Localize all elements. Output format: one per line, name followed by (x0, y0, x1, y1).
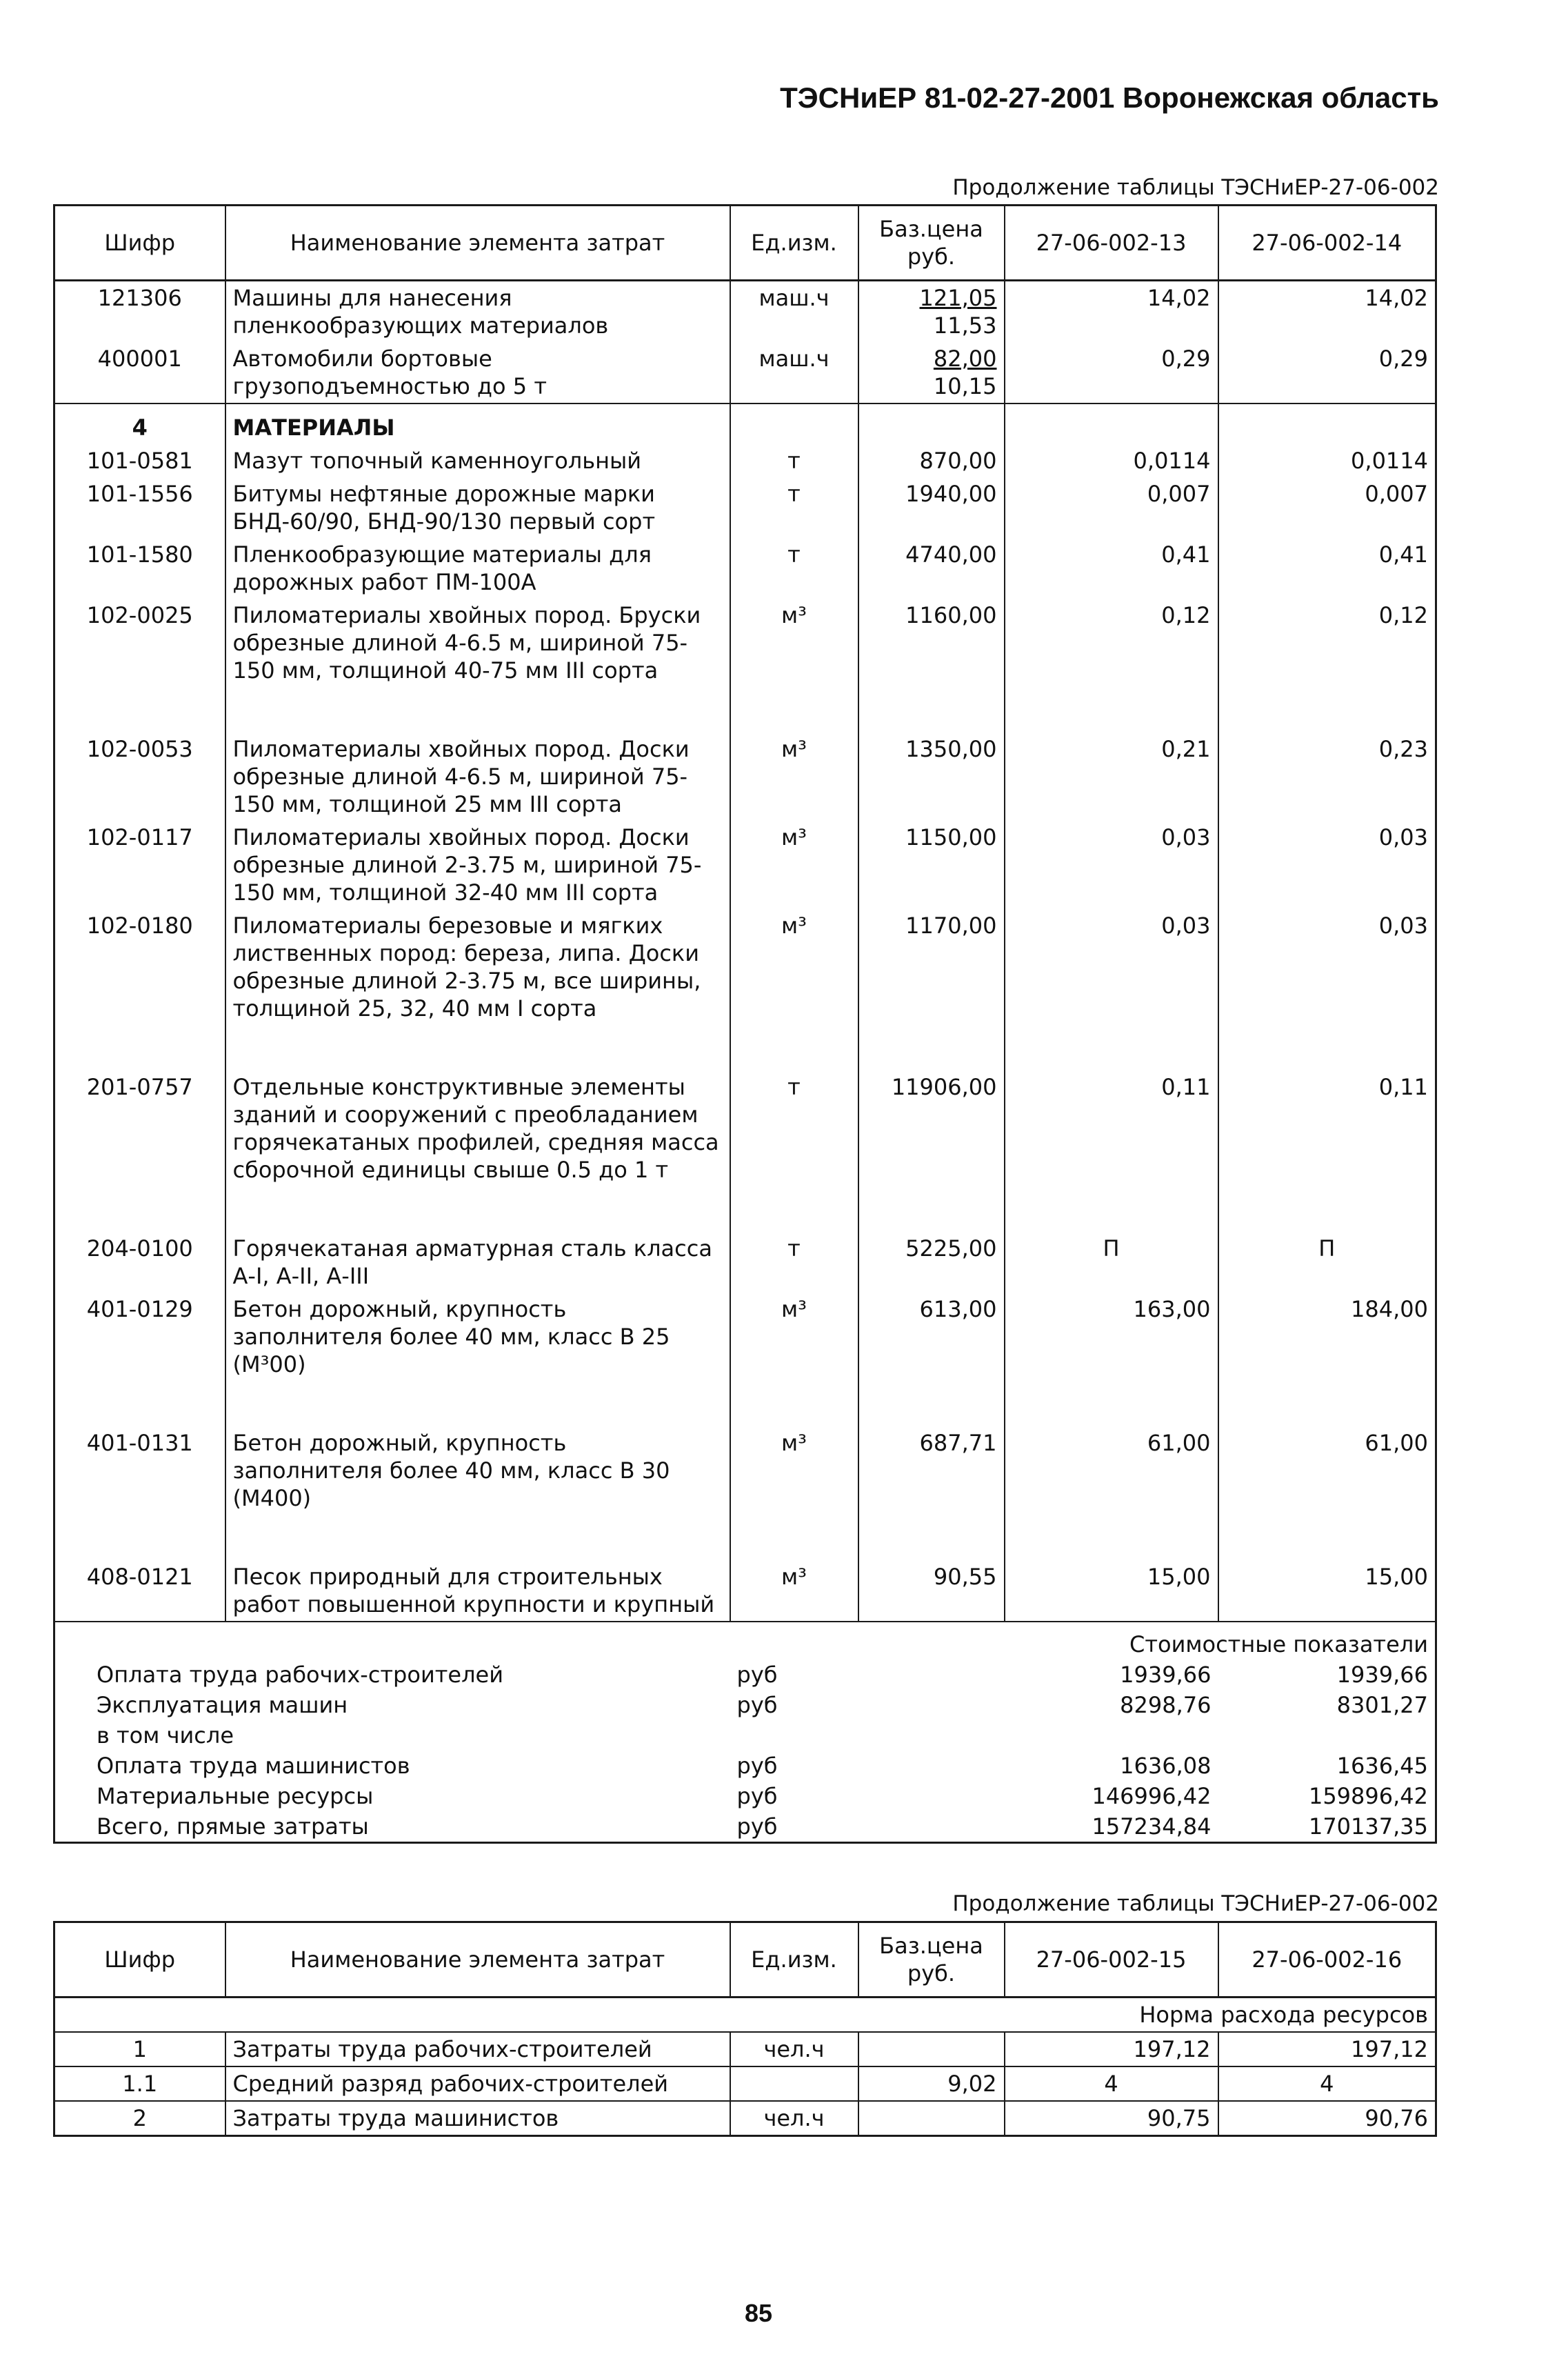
table-row (54, 1232, 1436, 1293)
price-machine: 82,00 (933, 346, 997, 372)
cell-price (858, 2101, 1005, 2136)
cell-v1: 163,00 (1005, 1293, 1218, 1426)
cell-unit: м³ (730, 1293, 858, 1426)
cell-unit: м³ (730, 909, 858, 1070)
cell-code: 101-1556 (54, 477, 225, 538)
cell-empty (730, 404, 858, 444)
col-header-c2: 27-06-002-14 (1218, 206, 1436, 281)
cell-v2: 0,29 (1218, 342, 1436, 404)
cell-empty (858, 1690, 1005, 1720)
cell-price: 1170,00 (858, 909, 1005, 1070)
cell-unit: чел.ч (730, 2032, 858, 2066)
section-row (54, 404, 1436, 444)
table-continuation-caption: Продолжение таблицы ТЭСНиЕР-27-06-002 (952, 175, 1439, 200)
col-header-code: Шифр (54, 1922, 225, 1998)
cell-unit: маш.ч (730, 342, 858, 404)
cell-code: 102-0117 (54, 821, 225, 909)
cell-name: Пиломатериалы хвойных пород. Доски обрезные длиной 4-6.5 м, шириной 75-150 мм, толщиной 25 мм III сорта (225, 733, 730, 821)
table-header-row (54, 1922, 1436, 1998)
cell-code: 401-0131 (54, 1426, 225, 1560)
price-labor: 10,15 (933, 373, 997, 399)
cell-empty (1005, 404, 1218, 444)
cell-price: 1150,00 (858, 821, 1005, 909)
cell-name: Битумы нефтяные дорожные марки БНД-60/90, БНД-90/130 первый сорт (225, 477, 730, 538)
col-header-name: Наименование элемента затрат (225, 206, 730, 281)
table-row (54, 909, 1436, 1070)
summary-unit: руб (736, 1662, 778, 1688)
cell-name: Машины для нанесения пленкообразующих материалов (225, 281, 730, 343)
summary-v2: 159896,42 (1308, 1783, 1428, 1809)
price-labor: 11,53 (933, 312, 997, 339)
cell-unit: чел.ч (730, 2101, 858, 2136)
cell-v1: П (1005, 1232, 1218, 1293)
cell-code: 101-1580 (54, 538, 225, 599)
summary-label: Всего, прямые затраты (97, 1813, 369, 1840)
summary-v2: 8301,27 (1336, 1692, 1428, 1718)
cell-name: Автомобили бортовые грузоподъемностью до 5 т (225, 342, 730, 404)
table-row (54, 342, 1436, 404)
cell-unit: т (730, 477, 858, 538)
cell-name: Пиломатериалы хвойных пород. Бруски обрезные длиной 4-6.5 м, шириной 75-150 мм, толщиной 40-75 мм III сорта (225, 599, 730, 733)
summary-v2: 1939,66 (1336, 1662, 1428, 1688)
cell-unit: т (730, 1232, 858, 1293)
summary-v1: 146996,42 (1092, 1783, 1212, 1809)
cell-price: 613,00 (858, 1293, 1005, 1426)
cell-code: 1.1 (54, 2066, 225, 2101)
cell-code: 400001 (54, 342, 225, 404)
cell-v1: 15,00 (1005, 1560, 1218, 1622)
cell-empty (858, 1811, 1005, 1843)
table-row (54, 477, 1436, 538)
cell-unit: м³ (730, 1426, 858, 1560)
cell-unit: м³ (730, 599, 858, 733)
page-number: 85 (745, 2299, 773, 2327)
summary-v1: 157234,84 (1092, 1813, 1212, 1840)
cell-unit: т (730, 1070, 858, 1232)
table-row (54, 2032, 1436, 2066)
cell-v2: 0,23 (1218, 733, 1436, 821)
cell-price: 11906,00 (858, 1070, 1005, 1232)
cell-v1: 0,29 (1005, 342, 1218, 404)
section-title: МАТЕРИАЛЫ (225, 404, 730, 444)
summary-v2: 1636,45 (1336, 1753, 1428, 1779)
cell-code: 121306 (54, 281, 225, 343)
cell-v2: 15,00 (1218, 1560, 1436, 1622)
cell-price: 4740,00 (858, 538, 1005, 599)
col-header-price: Баз.цена руб. (858, 1922, 1005, 1998)
cell-v1: 0,41 (1005, 538, 1218, 599)
col-header-unit: Ед.изм. (730, 206, 858, 281)
summary-unit: руб (736, 1692, 778, 1718)
summary-v1: 1939,66 (1120, 1662, 1212, 1688)
col-header-name: Наименование элемента затрат (225, 1922, 730, 1998)
cell-price (858, 342, 1005, 404)
summary-label: Оплата труда машинистов (97, 1753, 410, 1779)
summary-row (54, 1751, 1436, 1781)
cell-name: Затраты труда машинистов (225, 2101, 730, 2136)
table-row (54, 2066, 1436, 2101)
summary-row (54, 1690, 1436, 1720)
table-row (54, 821, 1436, 909)
cell-price: 1940,00 (858, 477, 1005, 538)
cell-unit: м³ (730, 1560, 858, 1622)
price-machine: 121,05 (919, 285, 997, 311)
table-row (54, 444, 1436, 477)
cell-unit (730, 2066, 858, 2101)
summary-unit: руб (736, 1813, 778, 1840)
cell-v2: 0,0114 (1218, 444, 1436, 477)
cell-price: 870,00 (858, 444, 1005, 477)
summary-unit: руб (736, 1753, 778, 1779)
cell-code: 102-0053 (54, 733, 225, 821)
cell-v1: 0,12 (1005, 599, 1218, 733)
cell-empty (858, 1660, 1005, 1690)
section-code: 4 (54, 404, 225, 444)
col-header-code: Шифр (54, 206, 225, 281)
table-row (54, 733, 1436, 821)
col-header-unit: Ед.изм. (730, 1922, 858, 1998)
cell-name: Пленкообразующие материалы для дорожных работ ПМ-100А (225, 538, 730, 599)
cell-v2: 61,00 (1218, 1426, 1436, 1560)
cell-unit: маш.ч (730, 281, 858, 343)
cell-v2: 0,12 (1218, 599, 1436, 733)
cell-name: Мазут топочный каменноугольный (225, 444, 730, 477)
summary-label: Материальные ресурсы (97, 1783, 374, 1809)
col-header-c1: 27-06-002-13 (1005, 206, 1218, 281)
cell-name: Пиломатериалы березовые и мягких лиственных пород: береза, липа. Доски обрезные длиной 2-3.75 м, все ширины, толщиной 25, 32, 40 мм I сорта (225, 909, 730, 1070)
cell-unit: т (730, 538, 858, 599)
cell-v1: 90,75 (1005, 2101, 1218, 2136)
cell-code: 201-0757 (54, 1070, 225, 1232)
table-row (54, 538, 1436, 599)
norm-title: Норма расхода ресурсов (54, 1998, 1436, 2033)
col-header-c2: 27-06-002-16 (1218, 1922, 1436, 1998)
table-row (54, 2101, 1436, 2136)
table-row (54, 281, 1436, 343)
cell-code: 1 (54, 2032, 225, 2066)
cell-code: 408-0121 (54, 1560, 225, 1622)
summary-unit (730, 1720, 858, 1751)
cell-unit: т (730, 444, 858, 477)
cell-empty (858, 404, 1005, 444)
cell-v1: 0,03 (1005, 821, 1218, 909)
cell-v2: 0,41 (1218, 538, 1436, 599)
summary-v1: 1636,08 (1120, 1753, 1212, 1779)
cell-name: Песок природный для строительных работ повышенной крупности и крупный (225, 1560, 730, 1622)
table-row (54, 1070, 1436, 1232)
cell-name: Бетон дорожный, крупность заполнителя более 40 мм, класс В 30 (М400) (225, 1426, 730, 1560)
cell-price: 687,71 (858, 1426, 1005, 1560)
summary-v2: 170137,35 (1308, 1813, 1428, 1840)
cell-price: 90,55 (858, 1560, 1005, 1622)
cell-code: 204-0100 (54, 1232, 225, 1293)
cell-v2: П (1218, 1232, 1436, 1293)
summary-row (54, 1811, 1436, 1843)
cell-name: Средний разряд рабочих-строителей (225, 2066, 730, 2101)
cell-code: 102-0180 (54, 909, 225, 1070)
cell-v1: 14,02 (1005, 281, 1218, 343)
cell-name: Пиломатериалы хвойных пород. Доски обрезные длиной 2-3.75 м, шириной 75-150 мм, толщиной 32-40 мм III сорта (225, 821, 730, 909)
cell-v1: 0,03 (1005, 909, 1218, 1070)
page-header-title: ТЭСНиЕР 81-02-27-2001 Воронежская область (780, 81, 1439, 114)
summary-unit: руб (736, 1783, 778, 1809)
cell-price: 9,02 (858, 2066, 1005, 2101)
cell-price (858, 2032, 1005, 2066)
cell-empty (1218, 404, 1436, 444)
summary-row (54, 1720, 1436, 1751)
summary-row (54, 1781, 1436, 1811)
cell-price: 1350,00 (858, 733, 1005, 821)
cell-unit: м³ (730, 821, 858, 909)
table-row (54, 1560, 1436, 1622)
cell-v1: 0,21 (1005, 733, 1218, 821)
summary-row (54, 1660, 1436, 1690)
cell-code: 101-0581 (54, 444, 225, 477)
summary-v2 (1218, 1720, 1436, 1751)
cell-price: 1160,00 (858, 599, 1005, 733)
cell-v1: 61,00 (1005, 1426, 1218, 1560)
col-header-price: Баз.цена руб. (858, 206, 1005, 281)
col-header-c1: 27-06-002-15 (1005, 1922, 1218, 1998)
cell-v1: 197,12 (1005, 2032, 1218, 2066)
cell-price: 5225,00 (858, 1232, 1005, 1293)
cell-v2: 0,03 (1218, 909, 1436, 1070)
summary-label: Эксплуатация машин (97, 1692, 348, 1718)
norm-heading-row (54, 1998, 1436, 2033)
cell-name: Горячекатаная арматурная сталь класса А-I, А-II, А-III (225, 1232, 730, 1293)
summary-v1: 8298,76 (1120, 1692, 1212, 1718)
cell-v1: 4 (1005, 2066, 1218, 2101)
summary-v1 (1005, 1720, 1218, 1751)
cell-v2: 197,12 (1218, 2032, 1436, 2066)
table-row (54, 599, 1436, 733)
cell-v2: 0,03 (1218, 821, 1436, 909)
cell-v2: 14,02 (1218, 281, 1436, 343)
norms-table (53, 1921, 1437, 2137)
cell-code: 102-0025 (54, 599, 225, 733)
cell-v2: 184,00 (1218, 1293, 1436, 1426)
cell-name: Бетон дорожный, крупность заполнителя более 40 мм, класс В 25 (М³00) (225, 1293, 730, 1426)
cell-empty (858, 1781, 1005, 1811)
summary-title: Стоимостные показатели (54, 1622, 1436, 1660)
cell-v2: 90,76 (1218, 2101, 1436, 2136)
cell-price (858, 281, 1005, 343)
cell-code: 2 (54, 2101, 225, 2136)
table-header-row (54, 206, 1436, 281)
cell-v2: 4 (1218, 2066, 1436, 2101)
summary-heading-row (54, 1622, 1436, 1660)
table-row (54, 1426, 1436, 1560)
summary-label: в том числе (97, 1722, 234, 1749)
table-row (54, 1293, 1436, 1426)
cell-unit: м³ (730, 733, 858, 821)
cell-v2: 0,11 (1218, 1070, 1436, 1232)
cell-empty (858, 1720, 1005, 1751)
resources-table (53, 204, 1437, 1844)
cell-code: 401-0129 (54, 1293, 225, 1426)
cell-name: Отдельные конструктивные элементы зданий и сооружений с преобладанием горячекатаных профилей, средняя масса сборочной единицы свыше 0.5 до 1 т (225, 1070, 730, 1232)
summary-label: Оплата труда рабочих-строителей (97, 1662, 503, 1688)
cell-empty (858, 1751, 1005, 1781)
cell-v1: 0,007 (1005, 477, 1218, 538)
cell-v1: 0,11 (1005, 1070, 1218, 1232)
cell-name: Затраты труда рабочих-строителей (225, 2032, 730, 2066)
cell-v1: 0,0114 (1005, 444, 1218, 477)
table-continuation-caption: Продолжение таблицы ТЭСНиЕР-27-06-002 (952, 1891, 1439, 1916)
cell-v2: 0,007 (1218, 477, 1436, 538)
